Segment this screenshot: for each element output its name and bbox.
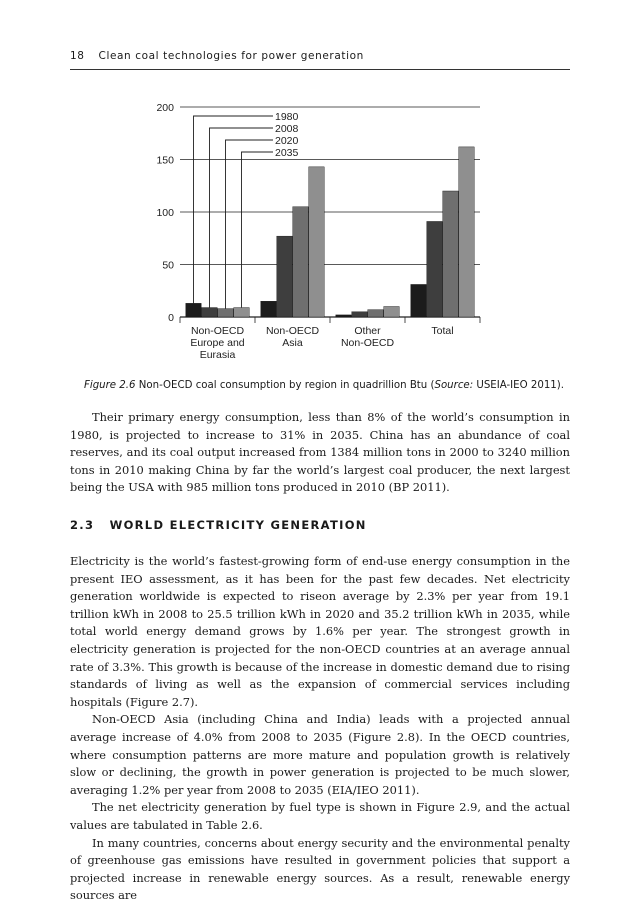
- bar: [309, 167, 325, 317]
- figure-label: Figure 2.6: [84, 380, 136, 391]
- caption-source: USEIA-IEO 2011).: [473, 380, 565, 391]
- x-category-label: Non-OECD: [190, 325, 245, 337]
- y-tick-label: 150: [156, 154, 174, 167]
- paragraph-intro: [70, 409, 570, 497]
- legend-label: 2020: [275, 135, 299, 147]
- running-title: Clean coal technologies for power generation: [98, 50, 364, 62]
- bar: [202, 308, 218, 317]
- legend-label: 2008: [275, 123, 299, 135]
- bar: [411, 284, 427, 317]
- section-body: [70, 553, 570, 905]
- legend-label: 1980: [275, 111, 299, 123]
- bar: [218, 309, 234, 317]
- x-category-label: Other: [354, 325, 381, 337]
- legend-callout-line: [226, 140, 274, 309]
- page-number: 18: [70, 50, 85, 62]
- bar: [186, 303, 202, 317]
- paragraph: In many countries, concerns about energy security and the environmental penalty of greenhouse gas emissions have resulted in government policies that support a projected increase in renewable energy sources. As a result, renewable energy sources are: [70, 835, 570, 903]
- section-title: WORLD ELECTRICITY GENERATION: [109, 518, 367, 532]
- bar: [277, 236, 293, 317]
- x-category-label: Non-OECD: [340, 337, 395, 349]
- bar: [443, 191, 459, 317]
- legend-callout-line: [194, 116, 274, 303]
- x-category-label: Non-OECD: [265, 325, 320, 337]
- section-number: 2.3: [70, 518, 95, 532]
- caption-source-label: Source:: [434, 380, 474, 391]
- paragraph: Their primary energy consumption, less than 8% of the world’s consumption in 1980, is projected to increase to 31% in 2035. China has an abundance of coal reserves, and its coal output increased from 1384 million tons in 2000 to 3240 million tons in 2010 making China by far the world’s largest coal producer, the next largest being the USA with 985 million tons produced in 2010 (BP 2011).: [70, 410, 570, 495]
- y-tick-label: 0: [168, 312, 174, 324]
- y-tick-label: 100: [156, 207, 174, 219]
- bar: [336, 315, 352, 317]
- paragraph: Non-OECD Asia (including China and India) leads with a projected annual average increase of 4.0% from 2008 to 2035 (Figure 2.8). In the OECD countries, where consumption patterns are more mature and population growth is relatively slow or declining, the growth in power generation is projected to be much slower, averaging 1.2% per year from 2008 to 2035 (EIA/IEO 2011).: [70, 712, 570, 797]
- bar: [427, 221, 443, 317]
- bar: [459, 147, 475, 317]
- x-category-label: Asia: [282, 337, 303, 349]
- caption-text: Non-OECD coal consumption by region in quadrillion Btu (: [138, 380, 435, 391]
- x-category-label: Eurasia: [199, 349, 236, 361]
- x-category-label: Total: [431, 325, 454, 337]
- y-tick-label: 200: [156, 102, 174, 114]
- x-category-label: Europe and: [190, 337, 245, 349]
- bar: [293, 207, 309, 317]
- section-heading: [70, 518, 367, 532]
- legend-callout-line: [242, 152, 274, 308]
- legend-label: 2035: [275, 147, 299, 159]
- paragraph: Electricity is the world’s fastest-growing form of end-use energy consumption in the present IEO assessment, as it has been for the past few decades. Net electricity generation worldwide is expected to riseon average by 2.3% per year from 19.1 trillion kWh in 2008 to 25.5 trillion kWh in 2020 and 35.2 trillion kWh in 2035, while total world energy demand grows by 1.6% per year. The strongest growth in electricity generation is projected for the non-OECD countries at an average annual rate of 3.3%. This growth is because of the increase in domestic demand due to rising standards of living as well as the expansion of commercial services including hospitals (Figure 2.7).: [70, 554, 570, 709]
- y-tick-label: 50: [162, 259, 174, 272]
- bar: [384, 307, 400, 318]
- figure-caption: [84, 380, 564, 391]
- bar: [368, 310, 384, 317]
- bar-chart: [0, 0, 638, 375]
- bar: [352, 312, 368, 317]
- bar: [234, 308, 250, 317]
- bar: [261, 301, 277, 317]
- paragraph: The net electricity generation by fuel type is shown in Figure 2.9, and the actual values are tabulated in Table 2.6.: [70, 800, 570, 832]
